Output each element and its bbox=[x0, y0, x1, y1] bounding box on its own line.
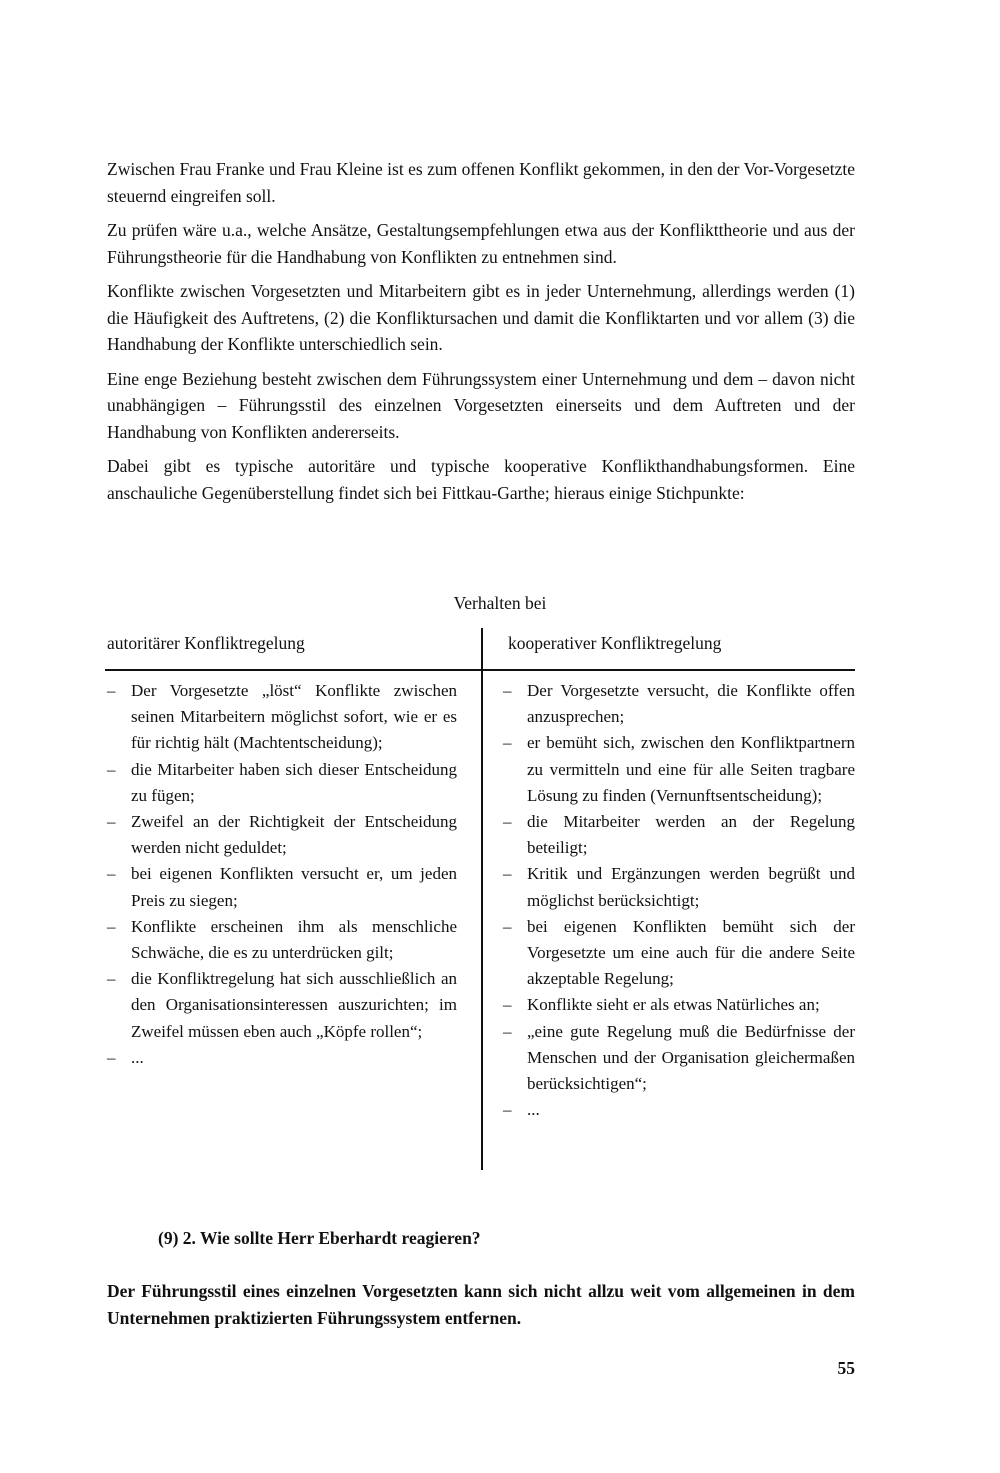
list-item bbox=[503, 1019, 855, 1098]
dash-bullet: – bbox=[107, 759, 116, 779]
list-item-text: bei eigenen Konflikten versucht er, um jeden Preis zu siegen; bbox=[131, 864, 457, 910]
paragraph-3: Konflikte zwischen Vorgesetzten und Mitarbeitern gibt es in jeder Unternehmung, allerdings werden (1) die Häufigkeit des Auftretens, (2) die Konfliktursachen und damit die Konfliktarten und vor allem (3) die Handhabung der Konflikte unterschiedlich sein. bbox=[107, 281, 855, 354]
dash-bullet: – bbox=[503, 995, 512, 1015]
dash-bullet: – bbox=[503, 812, 512, 832]
dash-bullet: – bbox=[107, 969, 116, 989]
paragraph-1: Zwischen Frau Franke und Frau Kleine ist es zum offenen Konflikt gekommen, in den der Vor-Vorgesetzte steuernd eingreifen soll. bbox=[107, 159, 855, 206]
list-item bbox=[107, 861, 457, 913]
list-item-text: Konflikte sieht er als etwas Natürliches an; bbox=[527, 995, 820, 1015]
dash-bullet: – bbox=[107, 681, 116, 700]
list-item-text: Zweifel an der Richtigkeit der Entscheidung werden nicht geduldet; bbox=[131, 812, 457, 858]
list-item bbox=[503, 730, 855, 809]
dash-bullet: – bbox=[107, 1047, 116, 1067]
list-item-text: ... bbox=[527, 1100, 540, 1120]
list-item bbox=[503, 809, 855, 861]
paragraph-2: Zu prüfen wäre u.a., welche Ansätze, Gestaltungsempfehlungen etwa aus der Konflikttheorie und aus der Führungstheorie für die Handhabung von Konflikten zu entnehmen sind. bbox=[107, 220, 855, 267]
dash-bullet: – bbox=[107, 812, 116, 832]
list-item bbox=[503, 861, 855, 913]
list-item bbox=[503, 992, 855, 1018]
list-item bbox=[503, 678, 855, 730]
list-item-text: Der Vorgesetzte versucht, die Konflikte offen anzusprechen; bbox=[527, 681, 855, 727]
list-item-text: Konflikte erscheinen ihm als menschliche Schwäche, die es zu unterdrücken gilt; bbox=[131, 916, 457, 963]
right-column-list bbox=[503, 678, 855, 1123]
list-item-text: die Mitarbeiter werden an der Regelung beteiligt; bbox=[527, 812, 855, 858]
paragraph-5: Dabei gibt es typische autoritäre und typische kooperative Konflikthandhabungsformen. Eine anschauliche Gegenüberstellung findet sich bei Fittkau-Garthe; hieraus einige Stichpunkte: bbox=[107, 456, 855, 503]
paragraph-4: Eine enge Beziehung besteht zwischen dem Führungssystem einer Unternehmung und dem – davon nicht unabhängigen – Führungsstil des einzelnen Vorgesetzten einerseits und dem Auftreten und der Handhabung von Konflikten andererseits. bbox=[107, 368, 855, 442]
left-column-header: autoritärer Konfliktregelung bbox=[107, 633, 305, 653]
table-caption: Verhalten bei bbox=[453, 593, 547, 613]
list-item bbox=[107, 809, 457, 861]
list-item-text: Der Vorgesetzte „löst“ Konflikte zwischen seinen Mitarbeitern möglichst sofort, wie er es für richtig hält (Machtentscheidung); bbox=[131, 681, 457, 753]
list-item-text: die Konfliktregelung hat sich ausschließlich an den Organisationsinteressen auszurichten; im Zweifel müssen eben auch „Köpfe rollen“; bbox=[131, 969, 457, 1041]
list-item-text: er bemüht sich, zwischen den Konfliktpartnern zu vermitteln und eine für alle Seiten tragbare Lösung zu finden (Vernunftsentscheidung); bbox=[527, 733, 855, 805]
dash-bullet: – bbox=[503, 916, 512, 936]
list-item bbox=[503, 914, 855, 993]
list-item-text: Kritik und Ergänzungen werden begrüßt und möglichst berücksichtigt; bbox=[527, 864, 855, 910]
list-item bbox=[107, 757, 457, 809]
dash-bullet: – bbox=[503, 733, 512, 753]
list-item-text: ... bbox=[131, 1047, 144, 1067]
dash-bullet: – bbox=[107, 864, 116, 884]
list-item-text: die Mitarbeiter haben sich dieser Entscheidung zu fügen; bbox=[131, 759, 457, 805]
list-item-text: „eine gute Regelung muß die Bedürfnisse der Menschen und der Organisation gleichermaßen berücksichtigen“; bbox=[527, 1021, 855, 1094]
dash-bullet: – bbox=[503, 681, 512, 700]
dash-bullet: – bbox=[503, 864, 512, 884]
list-item bbox=[107, 1045, 457, 1071]
list-item bbox=[107, 678, 457, 757]
dash-bullet: – bbox=[503, 1021, 512, 1041]
answer-paragraph: Der Führungsstil eines einzelnen Vorgesetzten kann sich nicht allzu weit vom allgemeinen in dem Unternehmen praktizierten Führungssystem entfernen. bbox=[107, 1281, 855, 1328]
page-number: 55 bbox=[837, 1358, 855, 1378]
list-item-text: bei eigenen Konflikten bemüht sich der Vorgesetzte um eine auch für die andere Seite akzeptable Regelung; bbox=[527, 916, 855, 989]
column-divider bbox=[481, 628, 483, 1170]
list-item bbox=[107, 914, 457, 966]
list-item bbox=[503, 1097, 855, 1123]
dash-bullet: – bbox=[503, 1100, 512, 1120]
body-text bbox=[107, 156, 855, 514]
right-column-header: kooperativer Konfliktregelung bbox=[508, 633, 722, 653]
header-rule bbox=[105, 669, 855, 671]
list-item bbox=[107, 966, 457, 1045]
dash-bullet: – bbox=[107, 916, 116, 936]
left-column-list bbox=[107, 678, 457, 1071]
question-heading: (9) 2. Wie sollte Herr Eberhardt reagieren? bbox=[158, 1228, 481, 1248]
